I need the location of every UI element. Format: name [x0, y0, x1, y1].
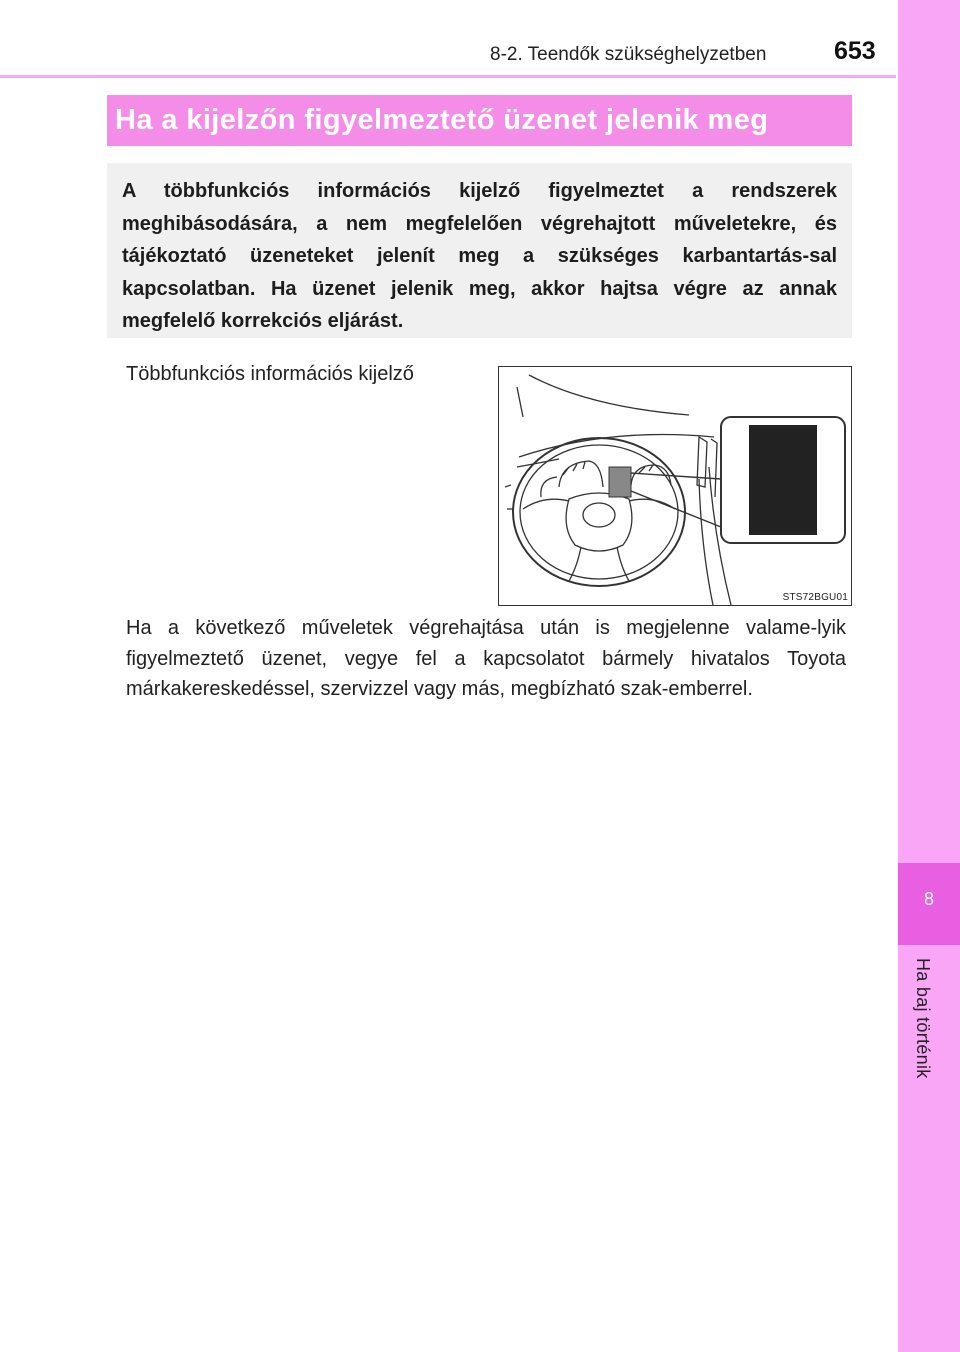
- chapter-title: Ha baj történik: [913, 958, 933, 1079]
- figure-code: STS72BGU01: [782, 592, 848, 603]
- steering-wheel-display-drawing: [499, 367, 851, 605]
- dashboard-illustration: [498, 366, 852, 606]
- section-title-bar: [107, 95, 852, 146]
- page-number: 653: [834, 37, 876, 65]
- chapter-tab[interactable]: [898, 863, 960, 945]
- header-divider: [0, 75, 896, 78]
- side-tab-upper: [898, 0, 960, 863]
- figure-caption: Többfunkciós információs kijelző: [126, 363, 414, 385]
- section-title: Ha a kijelzőn figyelmeztető üzenet jelenik meg: [115, 104, 769, 136]
- intro-box: [107, 163, 852, 338]
- chapter-number: 8: [923, 889, 934, 909]
- body-text: [126, 613, 846, 705]
- body-paragraph: Ha a következő műveletek végrehajtása után is megjelenne valame-lyik figyelmeztető üzenet, vegye fel a kapcsolatot bármely hivatalos Toyota márkakereskedéssel, szervizzel vagy más, megbízható szak-emberrel.: [126, 617, 846, 700]
- intro-text: A többfunkciós információs kijelző figyelmeztet a rendszerek meghibásodására, a nem megfelelően végrehajtott műveletekre, és tájékoztató üzeneteket jelenít meg a szükséges karbantartás-sal kapcsolatban. Ha üzenet jelenik meg, akkor hajtsa végre az annak megfelelő korrekciós eljárást.: [122, 180, 837, 332]
- section-heading: 8-2. Teendők szükséghelyzetben: [490, 44, 767, 65]
